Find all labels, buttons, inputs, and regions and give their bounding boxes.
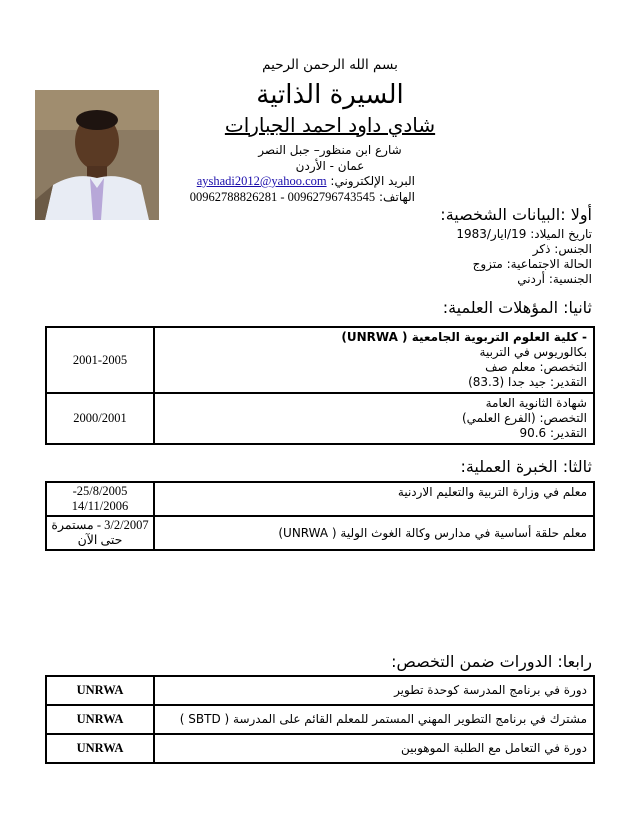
- course-org: UNRWA: [46, 705, 154, 734]
- course-text: مشترك في برنامج التطوير المهني المستمر للمعلم القائم على المدرسة ( SBTD ): [154, 705, 594, 734]
- phone-numbers: 00962788826281 - 00962796743545: [189, 190, 376, 204]
- personal-item: الحالة الاجتماعية: متزوج: [472, 257, 592, 271]
- address-street: شارع ابن منظور– جبل النصر: [258, 143, 402, 157]
- courses-heading: رابعا: الدورات ضمن التخصص:: [391, 652, 592, 671]
- page-title: السيرة الذاتية: [256, 80, 404, 110]
- education-details: - كلية العلوم التربوية الجامعية ( UNRWA) بكالوريوس في التربية التخصص: معلم صف التقدير: جيد جدا (83.3): [154, 327, 594, 393]
- email-link[interactable]: ayshadi2012@yahoo.com: [196, 174, 327, 188]
- experience-text: معلم حلقة أساسية في مدارس وكالة الغوث الولية ( UNRWA): [154, 516, 594, 550]
- education-details: شهادة الثانوية العامة التخصص: (الفرع العلمي) التقدير: 90.6: [154, 393, 594, 444]
- personal-heading: أولا :البيانات الشخصية:: [440, 205, 592, 224]
- education-heading: ثانيا: المؤهلات العلمية:: [442, 298, 592, 317]
- table-row: [46, 705, 594, 734]
- courses-table: [45, 675, 595, 764]
- personal-item: تاريخ الميلاد: 19/ايار/1983: [456, 227, 592, 241]
- course-text: دورة في التعامل مع الطلبة الموهوبين: [154, 734, 594, 763]
- table-row: [46, 327, 594, 393]
- course-text: دورة في برنامج المدرسة كوحدة تطوير: [154, 676, 594, 705]
- education-date: 2000/2001: [46, 393, 154, 444]
- address-city: عمان - الأردن: [295, 159, 365, 173]
- table-row: [46, 393, 594, 444]
- experience-date: -25/8/2005 14/11/2006: [46, 482, 154, 516]
- table-row: [46, 734, 594, 763]
- table-row: [46, 676, 594, 705]
- course-org: UNRWA: [46, 676, 154, 705]
- experience-table: [45, 481, 595, 551]
- personal-item: الجنس: ذكر: [532, 242, 592, 256]
- basmala: بسم الله الرحمن الرحيم: [262, 57, 398, 73]
- personal-item: الجنسية: أردني: [517, 272, 592, 286]
- education-date: 2001-2005: [46, 327, 154, 393]
- phone-label: الهاتف:: [379, 190, 415, 204]
- email-label: البريد الإلكتروني:: [330, 174, 415, 188]
- course-org: UNRWA: [46, 734, 154, 763]
- table-row: [46, 516, 594, 550]
- profile-photo: [35, 90, 159, 220]
- phone-line: [180, 190, 415, 205]
- table-row: [46, 482, 594, 516]
- personal-list: [330, 227, 592, 287]
- email-line: [180, 174, 415, 189]
- experience-heading: ثالثا: الخبرة العملية:: [460, 457, 592, 476]
- education-table: [45, 326, 595, 445]
- experience-date: 3/2/2007 - مستمرة حتى الآن: [46, 516, 154, 550]
- experience-text: معلم في وزارة التربية والتعليم الاردنية: [154, 482, 594, 516]
- person-name: شادي داود احمد الجبارات: [224, 113, 436, 137]
